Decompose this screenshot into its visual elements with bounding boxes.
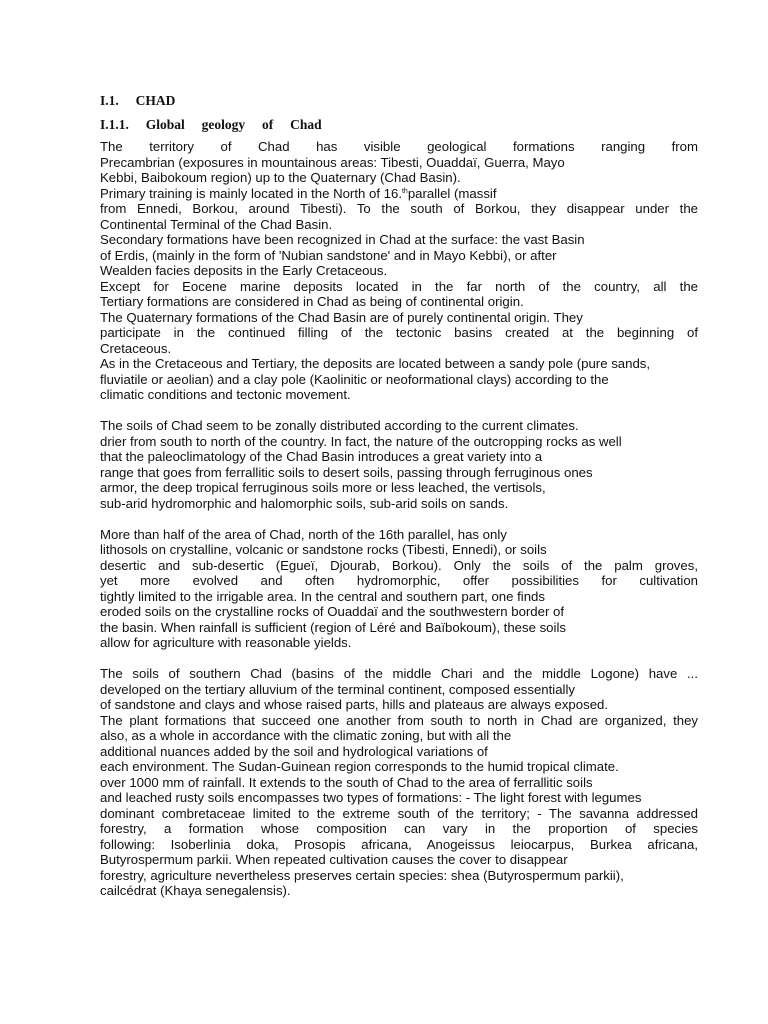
text-run: parallel (massif [407, 185, 497, 201]
text-line [100, 170, 698, 186]
text-run: Secondary formations have been recognized in Chad at the surface: the vast Basin [100, 232, 585, 247]
text-run: of Erdis, (mainly in the form of 'Nubian sandstone' and in Mayo Kebbi), or after [100, 247, 557, 263]
text-line [100, 186, 698, 202]
text-line [100, 310, 698, 326]
text-line [100, 775, 698, 791]
text-run: desertic and sub-desertic (Egueï, Djourab, Borkou). Only the soils of the palm groves, [100, 557, 698, 573]
text-run: Continental Terminal of the Chad Basin. [100, 216, 333, 232]
text-run: over 1000 mm of rainfall. It extends to the south of Chad to the area of ferrallitic soils [100, 774, 593, 790]
text-line [100, 434, 698, 450]
text-run: climatic conditions and tectonic movement. [100, 387, 351, 402]
text-line [100, 806, 698, 822]
text-line [100, 589, 698, 605]
text-line [100, 620, 698, 636]
text-line [100, 341, 698, 357]
text-line [100, 263, 698, 279]
text-line [100, 821, 698, 837]
text-line [100, 217, 698, 233]
text-run: drier from south to north of the country. In fact, the nature of the outcropping rocks as well [100, 433, 622, 449]
text-run: of sandstone and clays and whose raised parts, hills and plateaus are always exposed. [100, 697, 609, 712]
text-run: forestry, agriculture nevertheless preserves certain species: shea (Butyrospermum parkii), [100, 867, 624, 883]
text-line [100, 713, 698, 729]
text-run: The territory of Chad has visible geological formations ranging from [100, 139, 698, 154]
text-run: range that goes from ferrallitic soils to desert soils, passing through ferruginous ones [100, 464, 593, 480]
text-run: developed on the tertiary alluvium of the terminal continent, composed essentially [100, 681, 576, 697]
text-line [100, 279, 698, 295]
text-run: Primary training is mainly located in the North of 16. [100, 185, 402, 201]
text-line [100, 201, 698, 217]
text-line [100, 155, 698, 171]
text-line [100, 759, 698, 775]
text-run: cailcédrat (Khaya senegalensis). [100, 883, 291, 898]
text-line [100, 883, 698, 899]
text-run: the basin. When rainfall is sufficient (region of Léré and Baïbokoum), these soils [100, 619, 566, 635]
text-line [100, 465, 698, 481]
text-run: The Quaternary formations of the Chad Basin are of purely continental origin. They [100, 309, 583, 325]
text-run: More than half of the area of Chad, north of the 16th parallel, has only [100, 526, 507, 542]
subsection-heading: I.1.1. Global geology of Chad [100, 117, 322, 132]
text-run: lithosols on crystalline, volcanic or sandstone rocks (Tibesti, Ennedi), or soils [100, 542, 547, 557]
text-line [100, 837, 698, 853]
text-run: forestry, a formation whose composition can vary in the proportion of species [100, 821, 698, 836]
superscript: th [401, 187, 408, 195]
text-run: As in the Cretaceous and Tertiary, the deposits are located between a sandy pole (pure sands, [100, 356, 651, 371]
text-run: Kebbi, Baibokoum region) up to the Quaternary (Chad Basin). [100, 170, 461, 185]
text-line [100, 635, 698, 651]
text-run: sub-arid hydromorphic and halomorphic soils, sub-arid soils on sands. [100, 495, 509, 511]
text-line [100, 480, 698, 496]
text-line [100, 852, 698, 868]
paragraph-gap [100, 651, 698, 667]
section-heading: I.1. CHAD [100, 93, 176, 108]
text-line [100, 558, 698, 574]
text-line [100, 604, 698, 620]
text-line [100, 573, 698, 589]
text-run: tightly limited to the irrigable area. In the central and southern part, one finds [100, 588, 545, 604]
text-run: Precambrian (exposures in mountainous areas: Tibesti, Ouaddaï, Guerra, Mayo [100, 154, 565, 170]
text-run: The soils of Chad seem to be zonally distributed according to the current climates. [100, 418, 579, 433]
paragraph-gap [100, 403, 698, 419]
text-line [100, 248, 698, 264]
text-line [100, 697, 698, 713]
text-run: and leached rusty soils encompasses two types of formations: - The light forest with legumes [100, 790, 642, 805]
text-run: dominant combretaceae limited to the extreme south of the territory; - The savanna addressed [100, 805, 698, 821]
text-run: armor, the deep tropical ferruginous soils more or less leached, the vertisols, [100, 480, 546, 495]
text-run: The plant formations that succeed one another from south to north in Chad are organized, they [100, 712, 698, 728]
text-run: from Ennedi, Borkou, around Tibesti). To the south of Borkou, they disappear under the [100, 201, 698, 216]
text-line [100, 372, 698, 388]
text-run: yet more evolved and often hydromorphic, offer possibilities for cultivation [100, 573, 698, 588]
text-line [100, 666, 698, 682]
text-run: Except for Eocene marine deposits located in the far north of the country, all the [100, 278, 698, 294]
text-run: Tertiary formations are considered in Chad as being of continental origin. [100, 294, 524, 309]
text-line [100, 728, 698, 744]
text-line [100, 418, 698, 434]
text-run: participate in the continued filling of the tectonic basins created at the beginning of [100, 325, 698, 340]
text-run: fluviatile or aeolian) and a clay pole (Kaolinitic or neoformational clays) according to the [100, 371, 609, 387]
paragraph-gap [100, 511, 698, 527]
text-run: also, as a whole in accordance with the climatic zoning, but with all the [100, 728, 512, 743]
text-run: eroded soils on the crystalline rocks of Ouaddaï and the southwestern border of [100, 604, 565, 619]
text-line [100, 868, 698, 884]
body-text [100, 139, 698, 899]
text-run: Wealden facies deposits in the Early Cretaceous. [100, 263, 388, 278]
text-line [100, 232, 698, 248]
text-line [100, 139, 698, 155]
text-run: following: Isoberlinia doka, Prosopis africana, Anogeissus leiocarpus, Burkea africana, [100, 836, 698, 852]
text-line [100, 387, 698, 403]
text-line [100, 527, 698, 543]
text-line [100, 449, 698, 465]
text-line [100, 542, 698, 558]
text-run: Butyrospermum parkii. When repeated cultivation causes the cover to disappear [100, 852, 568, 867]
text-line [100, 682, 698, 698]
text-run: Cretaceous. [100, 340, 172, 356]
text-line [100, 744, 698, 760]
text-line [100, 356, 698, 372]
text-line [100, 790, 698, 806]
text-line [100, 294, 698, 310]
text-run: The soils of southern Chad (basins of the middle Chari and the middle Logone) have ... [100, 666, 698, 681]
text-run: allow for agriculture with reasonable yields. [100, 635, 352, 650]
text-run: additional nuances added by the soil and hydrological variations of [100, 743, 488, 759]
text-line [100, 325, 698, 341]
text-run: that the paleoclimatology of the Chad Basin introduces a great variety into a [100, 449, 543, 464]
text-run: each environment. The Sudan-Guinean region corresponds to the humid tropical climate. [100, 759, 619, 774]
text-line [100, 496, 698, 512]
